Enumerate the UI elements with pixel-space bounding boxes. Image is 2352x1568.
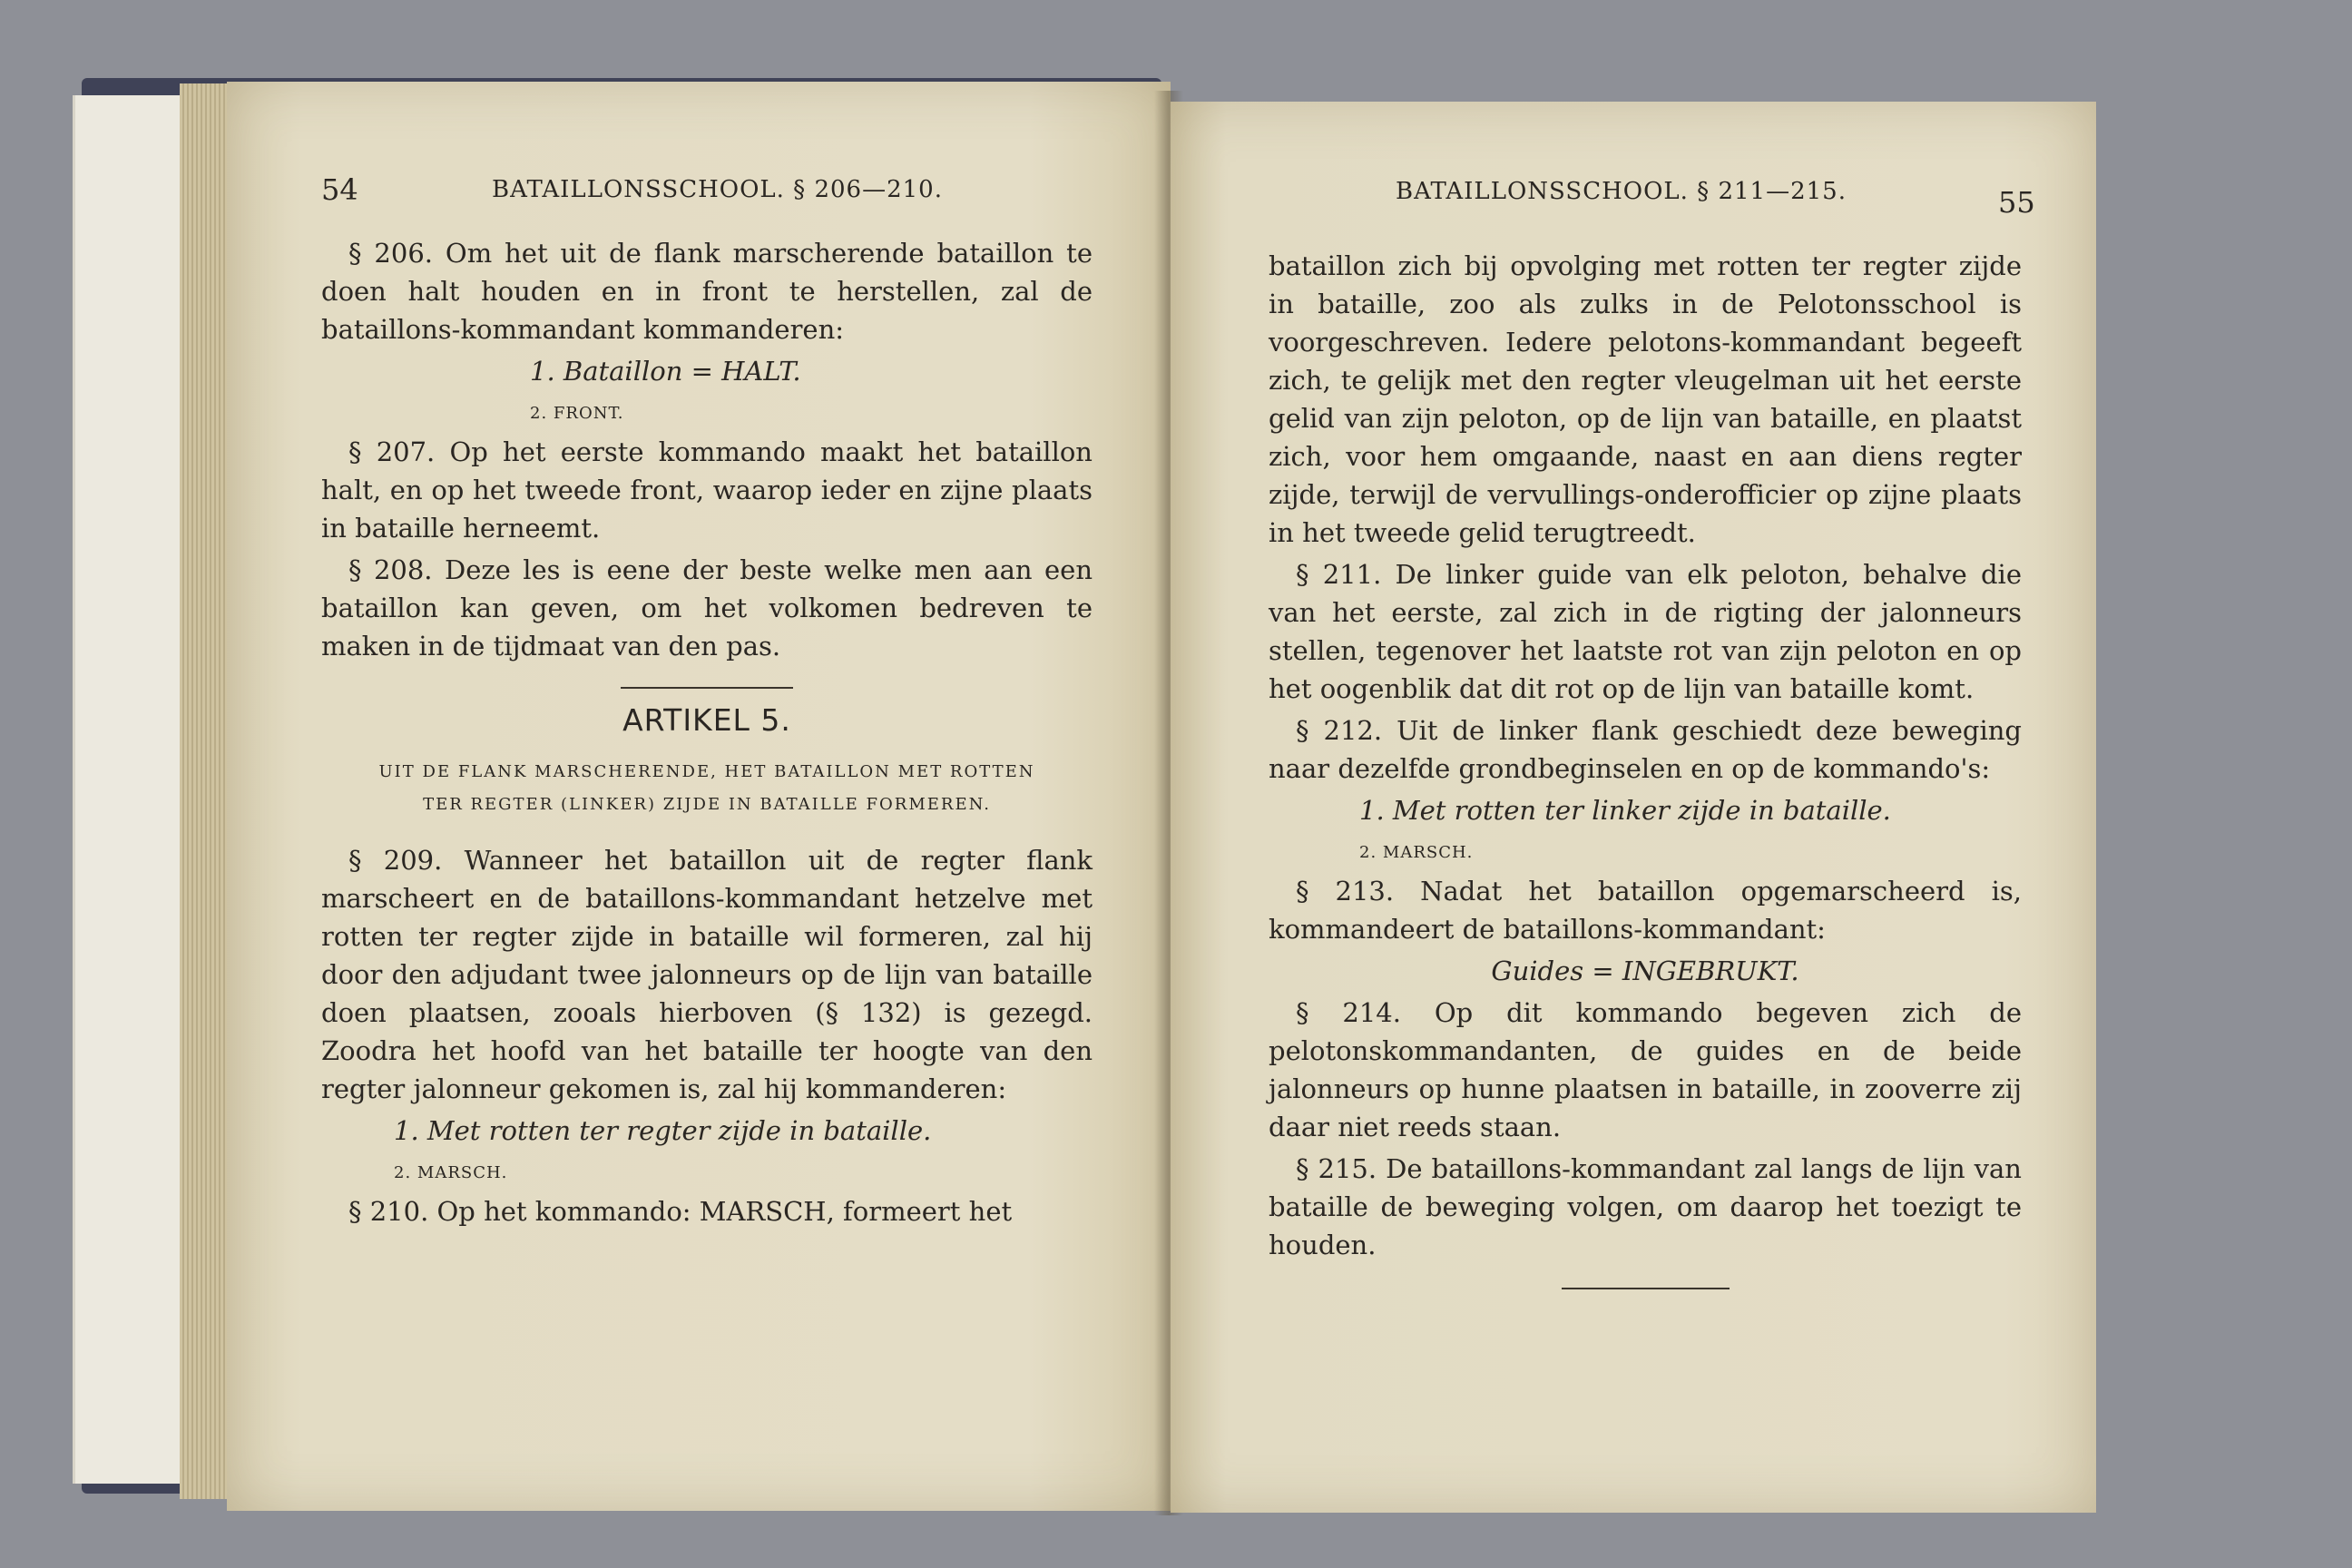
running-head: BATAILLONSSCHOOL. § 206—210. [492, 176, 943, 203]
paragraph-208: § 208. Deze les is eene der beste welke men aan een bataillon kan geven, om het volkomen bedreven te maken in de tijdmaat van den pas. [321, 554, 1093, 662]
left-page [227, 82, 1171, 1511]
article-subtitle-line-1: UIT DE FLANK MARSCHERENDE, HET BATAILLON MET ROTTEN [378, 762, 1035, 781]
closing-rule [1562, 1288, 1730, 1289]
page-number: 54 [321, 172, 358, 207]
paragraph-214: § 214. Op dit kommando begeven zich de pelotonskommandanten, de guides en de beide jalonneurs op hunne plaatsen in bataille, in zooverre zij daar niet reeds staan. [1269, 997, 2022, 1142]
article-subtitle-line-2: TER REGTER (LINKER) ZIJDE IN BATAILLE FORMEREN. [423, 795, 991, 814]
section-rule [621, 687, 793, 689]
running-head: BATAILLONSSCHOOL. § 211—215. [1396, 178, 1847, 205]
paragraph-209: § 209. Wanneer het bataillon uit de regter flank marscheert en de bataillons-kommandant hetzelve met rotten ter regter zijde in bataille wil formeren, zal hij door den adjudant twee jalonneurs op de lijn van bataille doen plaatsen, zooals hierboven (§ 132) is gezegd. Zoodra het hoofd van het bataille ter hoogte van den regter jalonneur gekomen is, zal hij kommanderen: [321, 845, 1093, 1104]
command-209-1: 1. Met rotten ter regter zijde in bataille. [394, 1115, 932, 1146]
right-page-text [1269, 247, 2022, 1302]
command-206-2: 2. FRONT. [530, 404, 624, 423]
paragraph-211: § 211. De linker guide van elk peloton, behalve die van het eerste, zal zich in de rigting der jalonneurs stellen, tegenover het laatste rot van zijn peloton en op het oogenblik dat dit rot op de lijn van bataille komt. [1269, 559, 2022, 704]
article-title: ARTIKEL 5. [622, 702, 791, 738]
right-page [1171, 102, 2096, 1513]
command-213: Guides = INGEBRUKT. [1491, 956, 1799, 986]
paragraph-212: § 212. Uit de linker flank geschiedt deze beweging naar dezelfde grondbeginselen en op de kommando's: [1269, 715, 2022, 784]
command-209-2: 2. MARSCH. [394, 1163, 508, 1182]
page-number: 55 [1998, 185, 2035, 220]
left-page-text [321, 234, 1093, 1234]
paragraph-210: § 210. Op het kommando: MARSCH, formeert het [348, 1196, 1013, 1227]
command-206-1: 1. Bataillon = HALT. [530, 356, 801, 387]
paragraph-continued: bataillon zich bij opvolging met rotten ter regter zijde in bataille, zoo als zulks in de Pelotonsschool is voorgeschreven. Iedere pelotons-kommandant begeeft zich, te gelijk met den regter vleugelman uit het eerste gelid van zijn peloton, op de lijn van bataille, en plaatst zich, voor hem omgaande, naast en aan diens regter zijde, terwijl de vervullings-onderofficier op zijne plaats in het tweede gelid terugtreedt. [1269, 250, 2022, 548]
paragraph-213: § 213. Nadat het bataillon opgemarscheerd is, kommandeert de bataillons-kommandant: [1269, 876, 2022, 945]
paragraph-207: § 207. Op het eerste kommando maakt het bataillon halt, en op het tweede front, waarop ieder en zijne plaats in bataille herneemt. [321, 436, 1093, 544]
paragraph-215: § 215. De bataillons-kommandant zal langs de lijn van bataille de beweging volgen, om daarop het toezigt te houden. [1269, 1153, 2022, 1260]
command-212-1: 1. Met rotten ter linker zijde in bataille. [1359, 795, 1891, 826]
article-subtitle [321, 756, 1093, 821]
command-212-2: 2. MARSCH. [1359, 843, 1474, 862]
paragraph-206: § 206. Om het uit de flank marscherende bataillon te doen halt houden en in front te herstellen, zal de bataillons-kommandant kommanderen: [321, 238, 1093, 345]
